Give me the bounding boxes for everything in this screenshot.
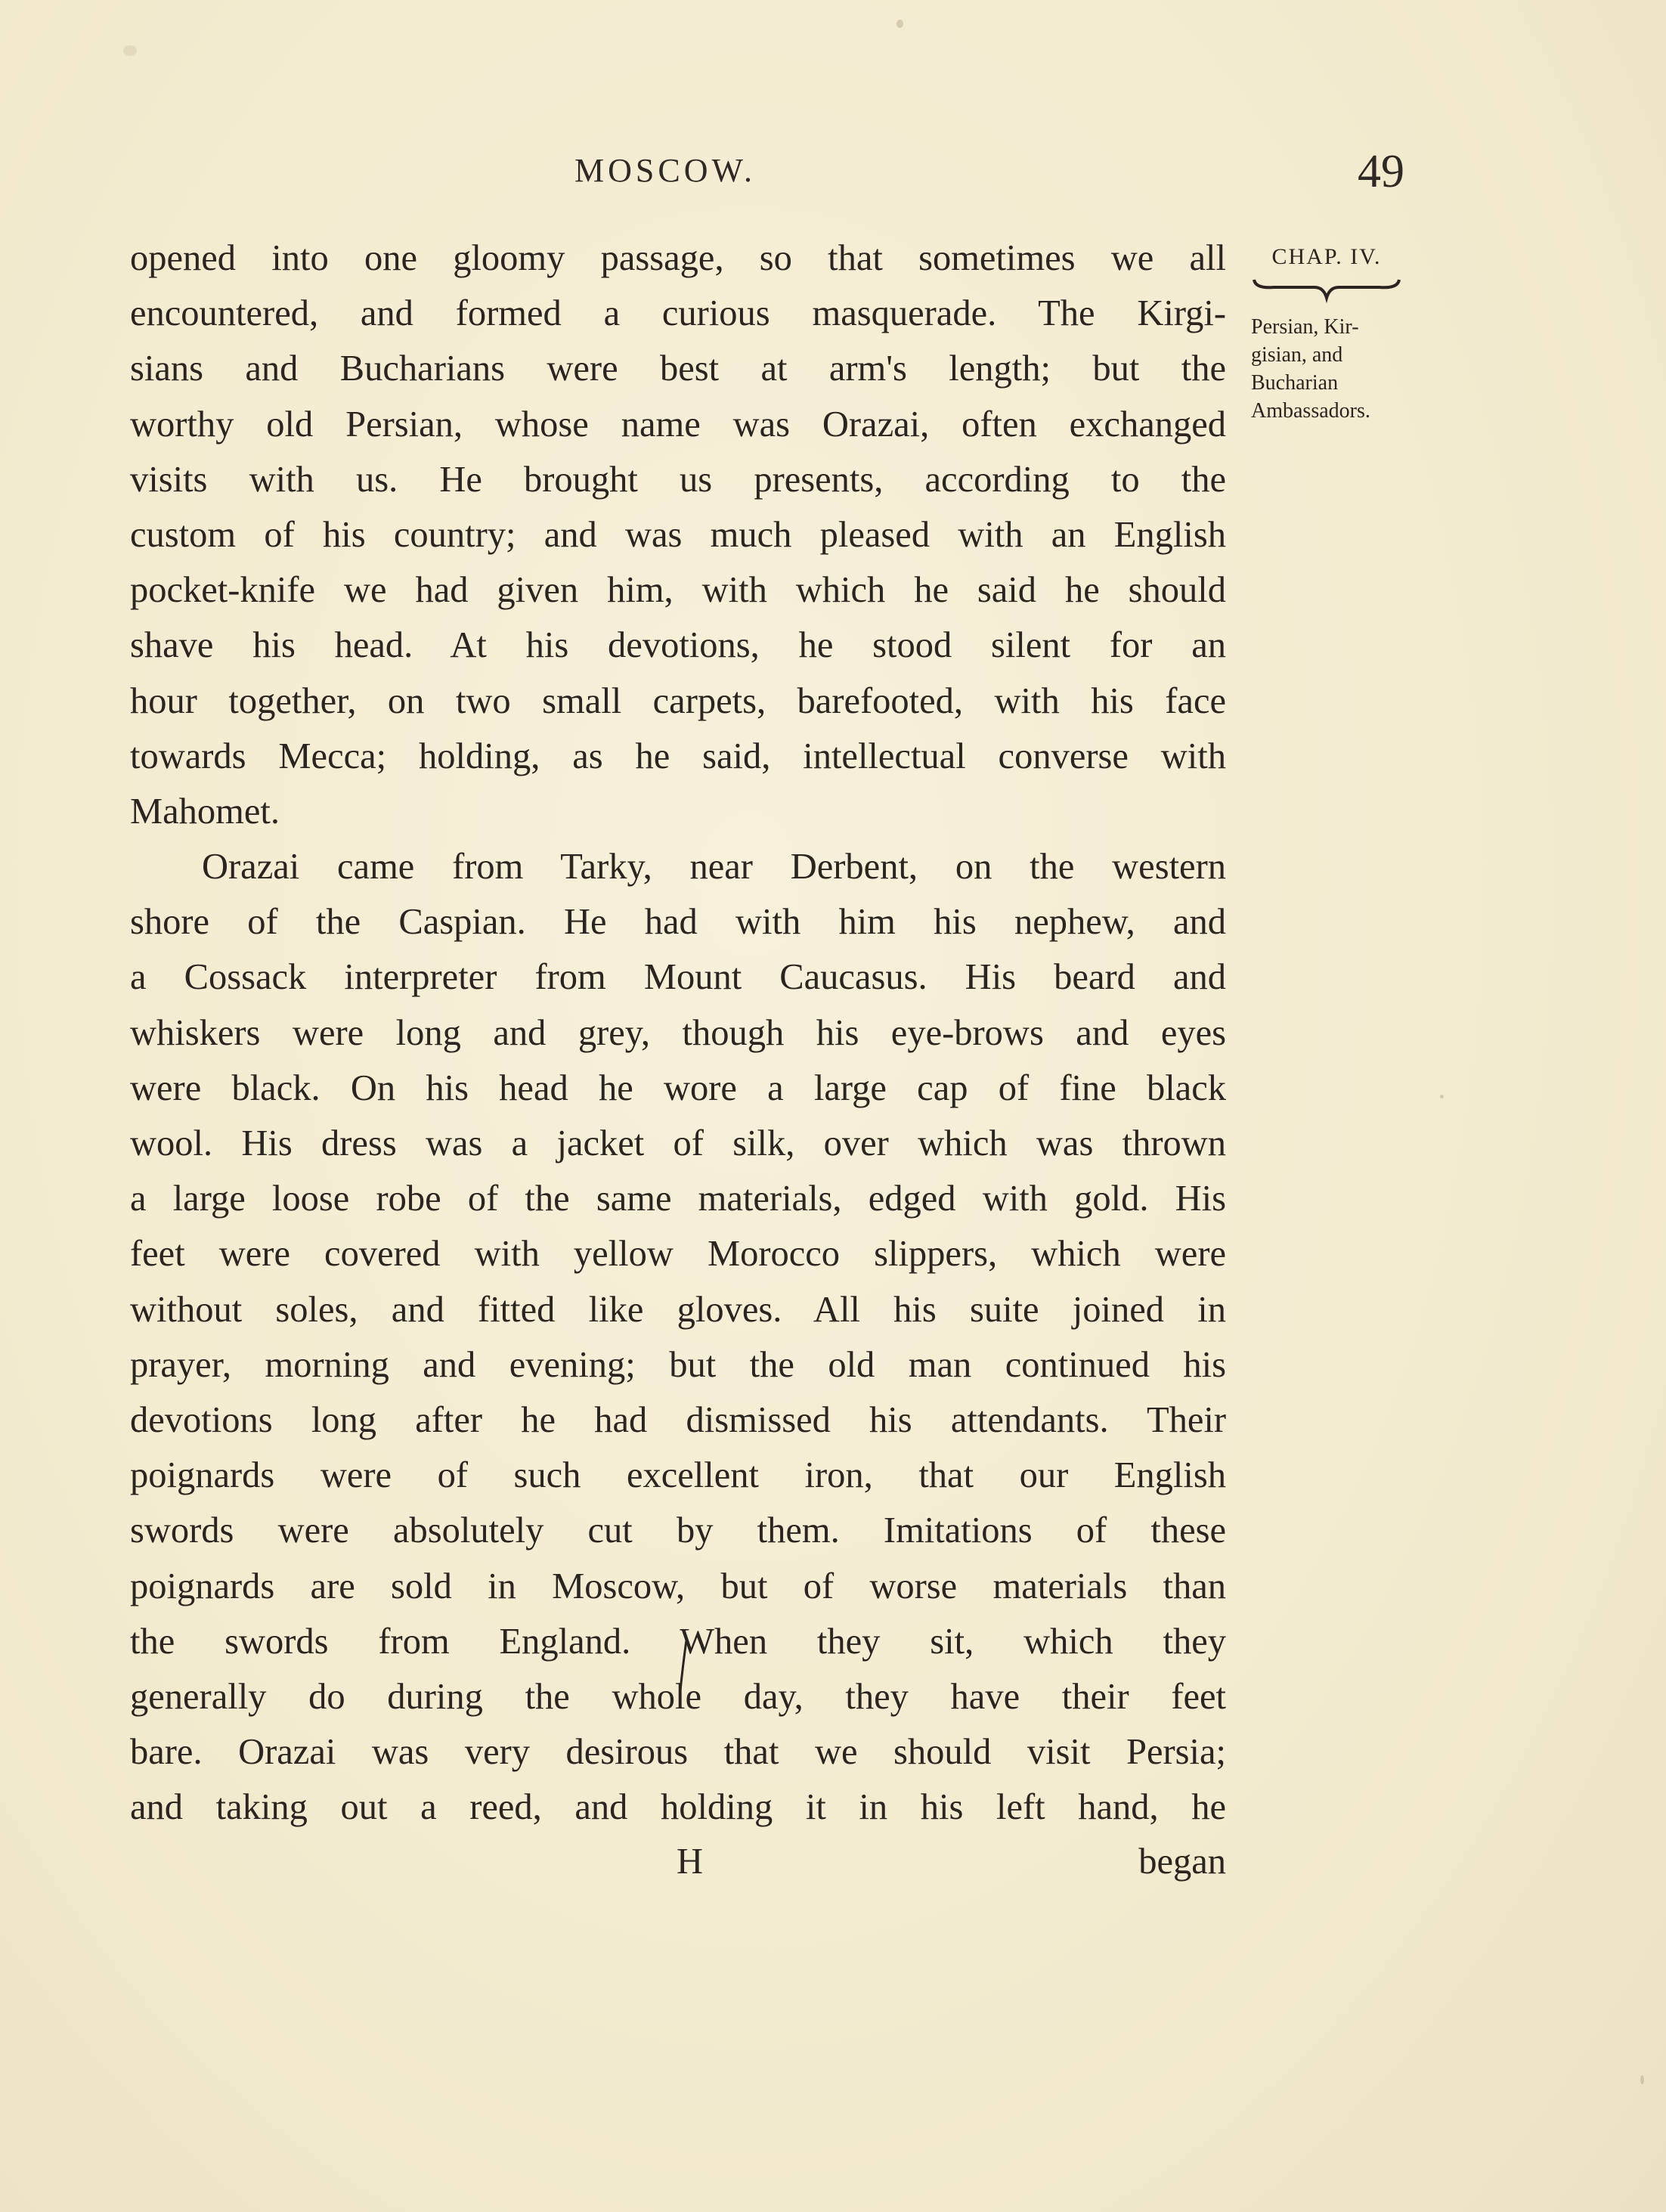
text-line: shave his head. At his devotions, he stood silent for an xyxy=(130,625,1226,666)
catchword: began xyxy=(1138,1842,1226,1882)
text-line: visits with us. He brought us presents, according to the xyxy=(130,459,1226,500)
paper-speck xyxy=(896,20,903,28)
text-line: a large loose robe of the same materials, edged with gold. His xyxy=(130,1179,1226,1219)
paper-speck xyxy=(1440,1095,1444,1098)
page-footer xyxy=(130,1841,1226,1894)
text-line: the swords from England. When they sit, which they xyxy=(130,1621,1226,1662)
text-line: encountered, and formed a curious masquerade. The Kirgi- xyxy=(130,293,1226,334)
margin-note-line: gisian, and xyxy=(1251,343,1343,367)
text-line: worthy old Persian, whose name was Orazai, often exchanged xyxy=(130,404,1226,445)
text-line: whiskers were long and grey, though his eye-brows and eyes xyxy=(130,1012,1226,1053)
body-text xyxy=(130,231,1226,1835)
chapter-label: CHAP. IV. xyxy=(1271,244,1382,269)
running-title: MOSCOW. xyxy=(574,152,756,189)
text-line: without soles, and fitted like gloves. All his suite joined in xyxy=(130,1289,1226,1330)
text-line: towards Mecca; holding, as he said, intellectual converse with xyxy=(130,736,1226,776)
brace-icon xyxy=(1251,275,1402,305)
ink-mark xyxy=(677,1639,689,1692)
text-line: hour together, on two small carpets, barefooted, with his face xyxy=(130,680,1226,721)
paper-speck xyxy=(123,45,137,56)
text-line: swords were absolutely cut by them. Imitations of these xyxy=(130,1510,1226,1551)
text-line: bare. Orazai was very desirous that we should visit Persia; xyxy=(130,1732,1226,1773)
text-line: devotions long after he had dismissed his attendants. Their xyxy=(130,1399,1226,1440)
text-line: a Cossack interpreter from Mount Caucasus. His beard and xyxy=(130,957,1226,998)
text-line: generally do during the whole day, they have their feet xyxy=(130,1676,1226,1717)
paper-speck xyxy=(1640,2075,1644,2084)
text-line: feet were covered with yellow Morocco slippers, which were xyxy=(130,1234,1226,1275)
margin-note-line: Ambassadors. xyxy=(1251,399,1370,423)
text-line: Orazai came from Tarky, near Derbent, on the western xyxy=(202,847,1226,888)
margin-note-line: Bucharian xyxy=(1251,371,1339,395)
text-line: poignards were of such excellent iron, that our English xyxy=(130,1455,1226,1496)
text-line: sians and Bucharians were best at arm's length; but the xyxy=(130,349,1226,389)
text-line: pocket-knife we had given him, with which he said he should xyxy=(130,570,1226,611)
text-line: wool. His dress was a jacket of silk, over which was thrown xyxy=(130,1123,1226,1163)
margin-note-line: Persian, Kir- xyxy=(1251,315,1359,339)
text-line: Mahomet. xyxy=(130,791,280,832)
text-line: shore of the Caspian. He had with him his nephew, and xyxy=(130,902,1226,943)
margin-note xyxy=(1243,240,1410,425)
text-line: poignards are sold in Moscow, but of worse materials than xyxy=(130,1566,1226,1606)
text-line: prayer, morning and evening; but the old man continued his xyxy=(130,1344,1226,1385)
text-line: and taking out a reed, and holding it in his left hand, he xyxy=(130,1787,1226,1828)
text-line: opened into one gloomy passage, so that sometimes we all xyxy=(130,238,1226,278)
page-number: 49 xyxy=(1358,146,1404,197)
signature-mark: H xyxy=(677,1842,704,1882)
text-line: were black. On his head he wore a large cap of fine black xyxy=(130,1067,1226,1108)
text-line: custom of his country; and was much pleased with an English xyxy=(130,514,1226,555)
